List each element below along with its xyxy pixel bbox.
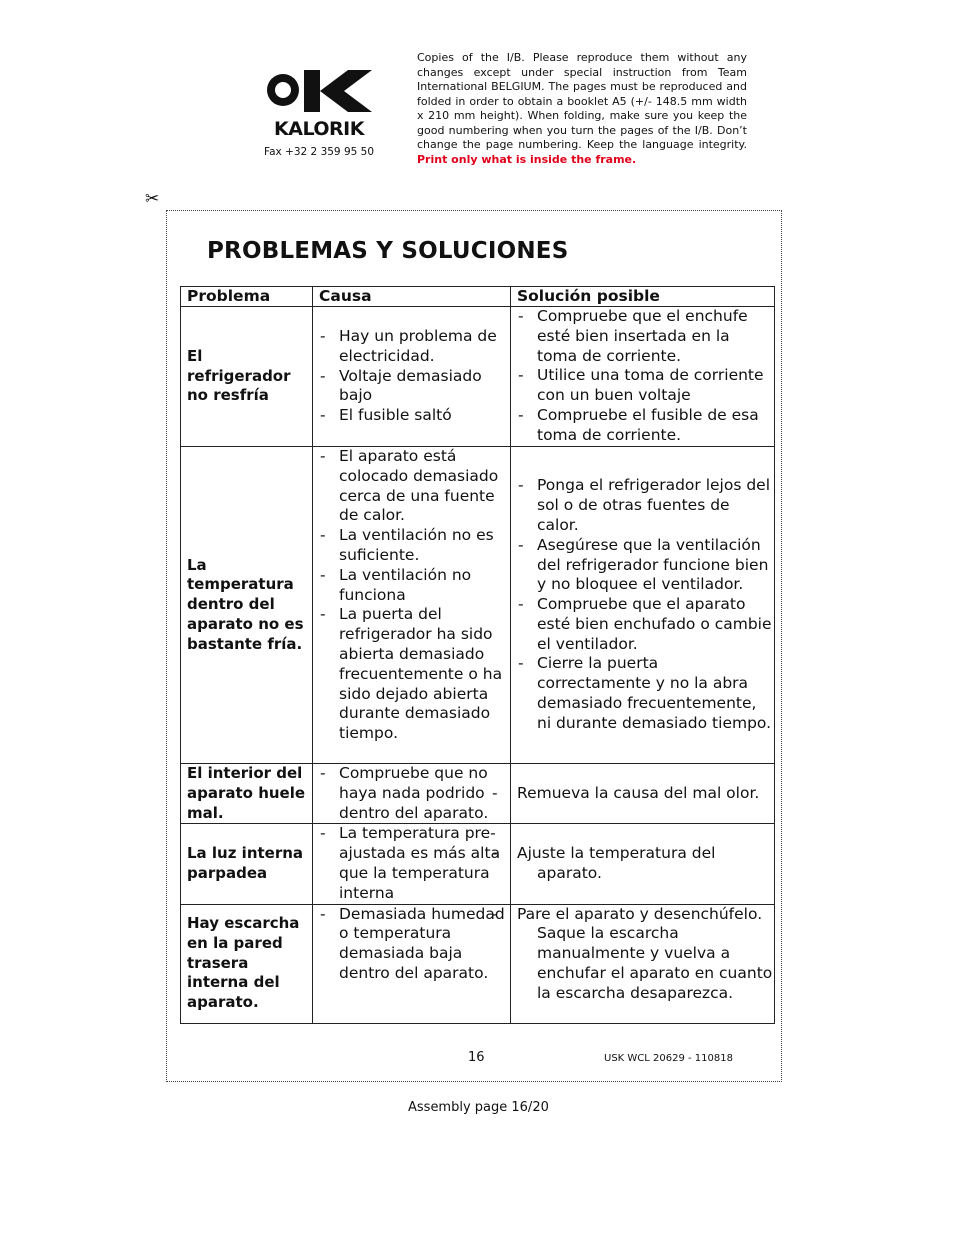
cause-item: - La ventilación no es suficiente.	[319, 526, 510, 566]
solution-item: - Ponga el refrigerador lejos del sol o de otras fuentes de calor.	[517, 476, 774, 535]
scissors-icon: ✂	[145, 189, 160, 209]
cause-cell	[313, 904, 511, 1023]
solution-item: - Asegúrese que la ventilación del refrigerador funcione bien y no bloquee el ventilador.	[517, 536, 774, 595]
table-row	[181, 904, 775, 1023]
cause-item: - El aparato está colocado demasiado cerca de una fuente de calor.	[319, 447, 510, 526]
cause-cell	[313, 824, 511, 904]
kalorik-logo	[264, 68, 374, 138]
solution-cell	[511, 764, 775, 824]
logo-text: KALORIK	[274, 118, 364, 138]
solution-item: - Compruebe que el enchufe esté bien insertada en la toma de corriente.	[517, 307, 774, 366]
problem-cell: La temperatura dentro del aparato no es bastante fría.	[181, 447, 313, 764]
print-notice	[417, 51, 747, 167]
problem-cell: El refrigerador no resfría	[181, 307, 313, 447]
column-header-solution: Solución posible	[511, 287, 775, 307]
notice-text: Copies of the I/B. Please reproduce them without any changes except under special instruction from Team International BELGIUM. The pages must be reproduced and folded in order to obtain a booklet A5 (+/- 148.5 mm width x 210 mm height). When folding, make sure you keep the good numbering when you turn the pages of the I/B. Don’t change the page numbering. Keep the language integrity.	[417, 51, 747, 151]
solution-cell	[511, 447, 775, 764]
solution-item: - Remueva la causa del mal olor.	[511, 784, 774, 804]
solution-item: - Pare el aparato y desenchúfelo. Saque la escarcha manualmente y vuelva a enchufar el aparato en cuanto la escarcha desaparezca.	[511, 905, 774, 1004]
cause-cell	[313, 307, 511, 447]
cause-item: - La temperatura pre-ajustada es más alta que la temperatura interna	[319, 824, 510, 903]
table-row	[181, 307, 775, 447]
page-number: 16	[468, 1050, 485, 1065]
cause-item: - Demasiada humedad o temperatura demasiada baja dentro del aparato.	[319, 905, 510, 984]
table-row	[181, 764, 775, 824]
solution-cell	[511, 904, 775, 1023]
cause-item: - Compruebe que no haya nada podrido dentro del aparato.	[319, 764, 510, 823]
cause-cell	[313, 764, 511, 824]
problem-cell: El interior del aparato huele mal.	[181, 764, 313, 824]
cause-item: - La puerta del refrigerador ha sido abierta demasiado frecuentemente o ha sido dejado abierta durante demasiado tiempo.	[319, 605, 510, 744]
solution-cell	[511, 307, 775, 447]
page-title: PROBLEMAS Y SOLUCIONES	[207, 238, 569, 264]
cause-item: - El fusible saltó	[319, 406, 510, 426]
solution-item: - Utilice una toma de corriente con un buen voltaje	[517, 366, 774, 406]
cause-item: - Voltaje demasiado bajo	[319, 367, 510, 407]
column-header-problem: Problema	[181, 287, 313, 307]
solution-item: - Compruebe que el aparato esté bien enchufado o cambie el ventilador.	[517, 595, 774, 654]
cause-cell	[313, 447, 511, 764]
problem-cell: La luz interna parpadea	[181, 824, 313, 904]
solution-item: - Compruebe el fusible de esa toma de corriente.	[517, 406, 774, 446]
table-row	[181, 447, 775, 764]
fax-number: Fax +32 2 359 95 50	[264, 146, 375, 158]
notice-highlight: Print only what is inside the frame.	[417, 152, 637, 166]
solution-item: - Ajuste la temperatura del aparato.	[511, 844, 774, 884]
problem-cell: Hay escarcha en la pared trasera interna del aparato.	[181, 904, 313, 1023]
table-row	[181, 824, 775, 904]
column-header-cause: Causa	[313, 287, 511, 307]
document-reference: USK WCL 20629 - 110818	[604, 1053, 733, 1064]
troubleshooting-table	[180, 286, 775, 1024]
table-header-row	[181, 287, 775, 307]
solution-cell	[511, 824, 775, 904]
cause-item: - La ventilación no funciona	[319, 566, 510, 606]
cause-item: - Hay un problema de electricidad.	[319, 327, 510, 367]
solution-item: - Cierre la puerta correctamente y no la abra demasiado frecuentemente, ni durante demasiado tiempo.	[517, 654, 774, 733]
assembly-page-label: Assembly page 16/20	[408, 1100, 549, 1115]
